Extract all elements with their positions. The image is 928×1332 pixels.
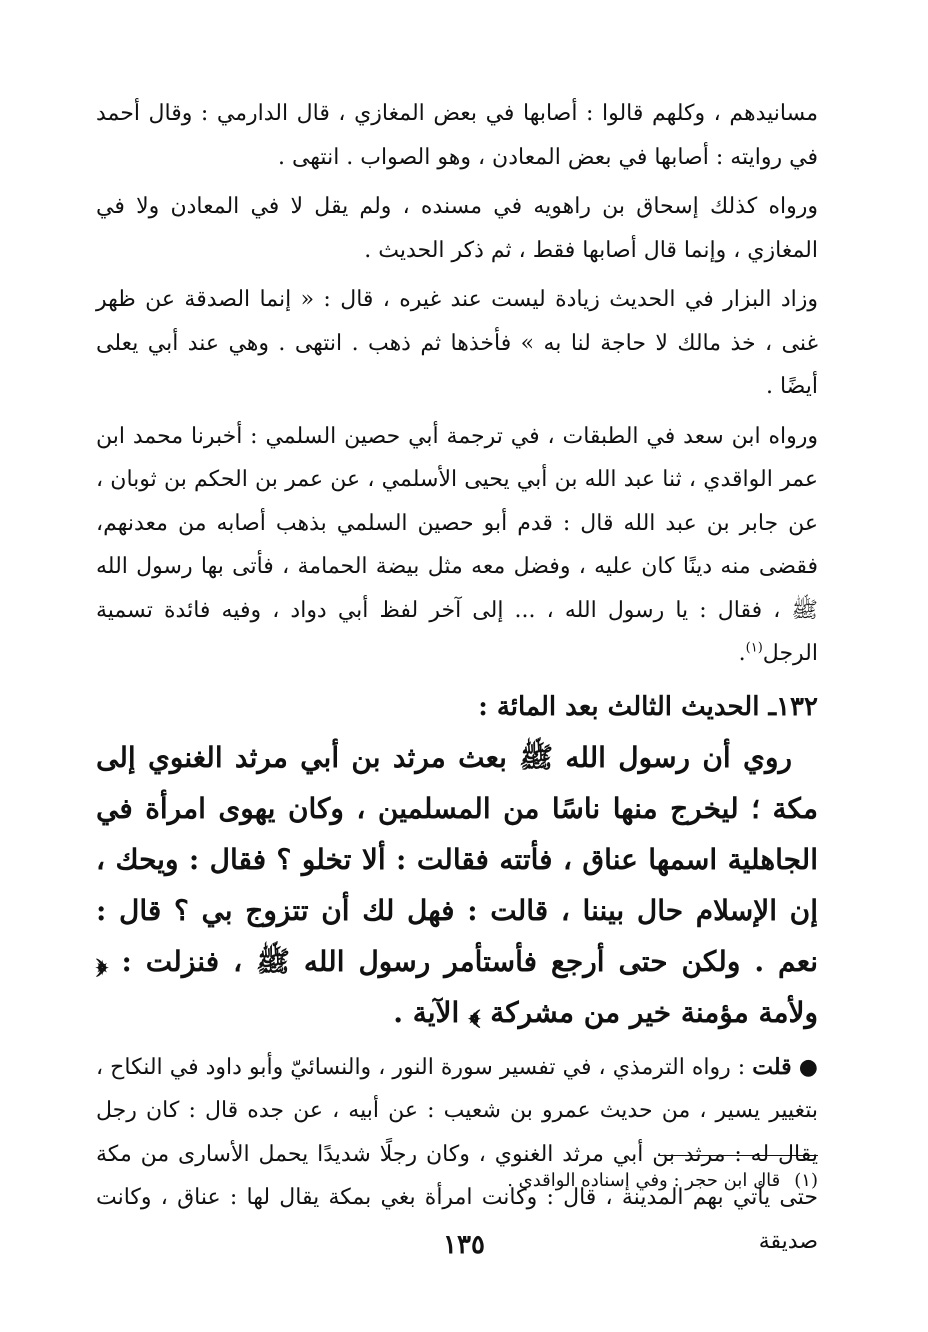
footnote-reference: (١) [745, 640, 763, 656]
paragraph-1: مسانيدهم ، وكلهم قالوا : أصابها في بعض المغازي ، قال الدارمي : وقال أحمد في روايته : أصابها في بعض المعادن ، وهو الصواب . انتهى . [96, 101, 818, 170]
page-number: ١٣٥ [443, 1230, 485, 1260]
paragraph-4: ورواه ابن سعد في الطبقات ، في ترجمة أبي حصين السلمي : أخبرنا محمد ابن عمر الواقدي ، ثنا عبد الله بن أبي يحيى الأسلمي ، عن عمر بن الحكم بن ثوبان ، عن جابر بن عبد الله قال : قدم أبو حصين السلمي بذهب أصابه من معدنهم، فقضى منه دينًا كان عليه ، وفضل معه مثل بيضة الحمامة ، فأتى بها رسول الله ﷺ ، فقال : يا رسول الله ، ... إلى آخر لفظ أبي دواد ، وفيه فائدة تسمية الرجل$^{(١)}$. [96, 423, 818, 666]
bullet-icon: ● [798, 1053, 818, 1080]
hadith-heading: ١٣٢ـ الحديث الثالث بعد المائة : [478, 691, 818, 722]
footnote-text: قال ابن حجر : وفي إسناده الواقدي . [507, 1170, 781, 1191]
page-body [96, 92, 818, 1269]
paragraph-3: وزاد البزار في الحديث زيادة ليست عند غيره ، قال : « إنما الصدقة عن ظهر غنى ، خذ مالك لا حاجة لنا به » فأخذها ثم ذهب . انتهى . وهي عند أبي يعلى أيضًا . [96, 287, 818, 399]
paragraph-2: ورواه كذلك إسحاق بن راهويه في مسنده ، ولم يقل لا في المعادن ولا في المغازي ، وإنما قال أصابها فقط ، ثم ذكر الحديث . [96, 194, 818, 263]
commentary-text: : رواه الترمذي ، في تفسير سورة النور ، والنسائيّ وأبو داود في النكاح ، بتغيير يسير ، من حديث عمرو بن شعيب : عن أبيه ، عن جده قال : كان رجل يقال له : مرثد بن أبي مرثد الغنوي ، وكان رجلًا شديدًا يحمل الأسارى من مكة حتى يأتي بهم المدينة ، قال : وكانت امرأة بغي بمكة يقال لها : عناق ، وكانت صديقة [96, 1054, 818, 1254]
footnote-divider [658, 1155, 818, 1156]
hadith-text: روي أن رسول الله ﷺ بعث مرثد بن أبي مرثد الغنوي إلى مكة ؛ ليخرج منها ناسًا من المسلمين ، وكان يهوى امرأة في الجاهلية اسمها عناق ، فأتته فقالت : ألا تخلو ؟ فقال : ويحك ، إن الإسلام حال بيننا ، قالت : فهل لك أن تتزوج بي ؟ قال : نعم . ولكن حتى أرجع فأستأمر رسول الله ﷺ ، فنزلت : ﴿ ولأمة مؤمنة خير من مشركة ﴾ الآية . [96, 740, 818, 1029]
paragraph-4-text: ورواه ابن سعد في الطبقات ، في ترجمة أبي حصين السلمي : أخبرنا محمد ابن عمر الواقدي ، ثنا عبد الله بن أبي يحيى الأسلمي ، عن عمر بن الحكم بن ثوبان ، عن جابر بن عبد الله قال : قدم أبو حصين السلمي بذهب أصابه من معدنهم، فقضى منه دينًا كان عليه ، وفضل معه مثل بيضة الحمامة ، فأتى بها رسول الله ﷺ ، فقال : يا رسول الله ، ... إلى آخر لفظ أبي دواد ، وفيه فائدة تسمية الرجل [96, 423, 818, 666]
commentary-lead: قلت [752, 1053, 792, 1080]
footnote-number: (١) [794, 1170, 818, 1191]
footnote [96, 1166, 818, 1196]
